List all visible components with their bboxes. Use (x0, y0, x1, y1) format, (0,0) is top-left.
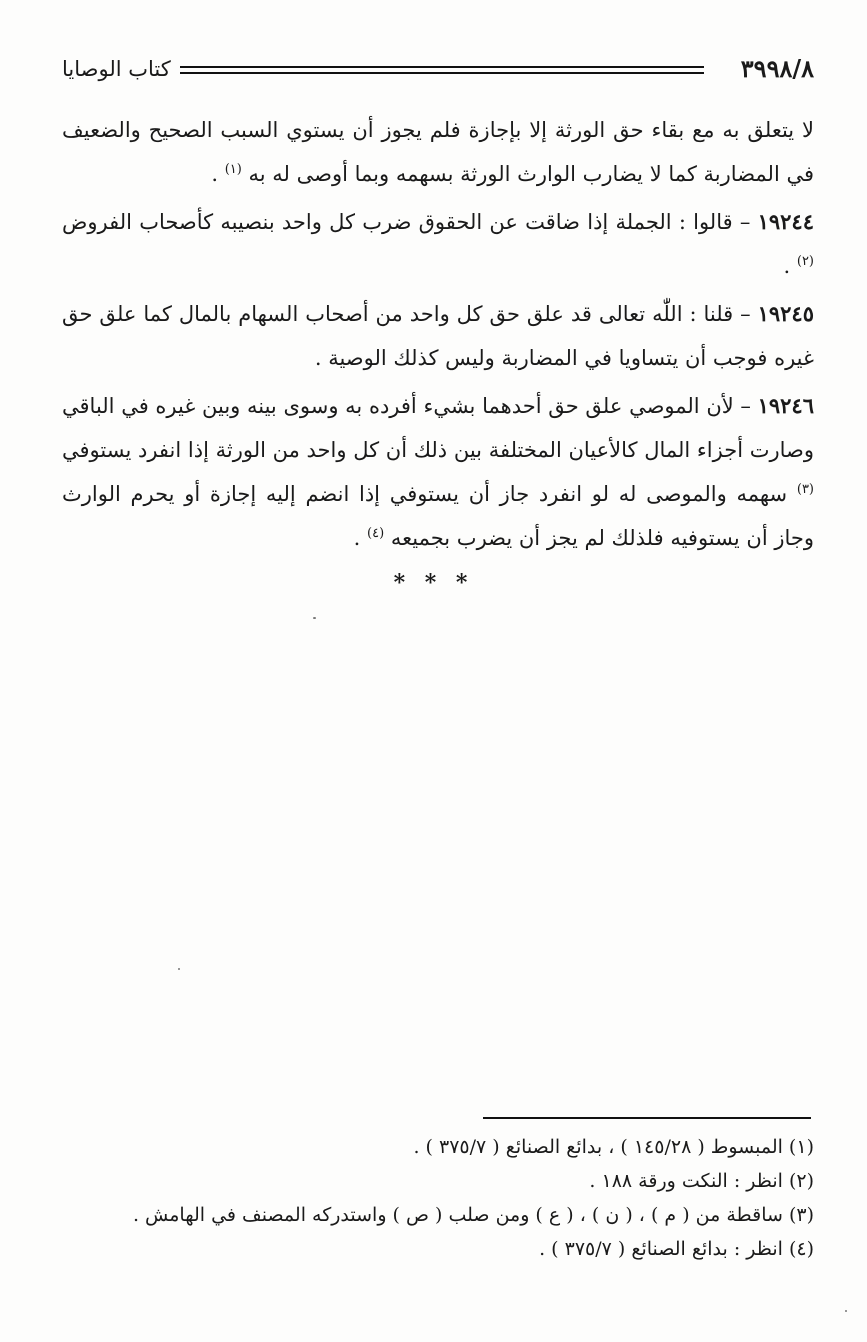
paragraph-19246 (62, 384, 814, 560)
footnote-4: (٤) انظر : بدائع الصنائع ( ٣٧٥/٧ ) . (539, 1238, 814, 1260)
section-divider: * * * (393, 570, 474, 596)
footnotes (62, 1130, 814, 1266)
paragraph-end: . (353, 526, 368, 550)
paragraph-number: ١٩٢٤٥ (757, 301, 814, 326)
paragraph-end: . (211, 162, 225, 186)
footnote-marker: (٤) (367, 526, 385, 541)
paragraph-number: ١٩٢٤٦ (757, 393, 814, 418)
scan-speck (313, 617, 316, 619)
paragraph-text: – لأن الموصي علق حق أحدهما بشيء أفرده به وسوى بينه وبين غيره في الباقي وصارت أجزاء المال كالأعيان المختلفة بين ذلك أن كل واحد من الورثة إذا انفرد يستوفي (62, 394, 814, 462)
header-rule (180, 66, 704, 74)
paragraph-end: . (783, 254, 797, 278)
footnote-marker: (١) (224, 162, 242, 177)
footnote-marker: (٢) (796, 254, 814, 269)
footnote-3: (٣) ساقطة من ( م ) ، ( ن ) ، ( ع ) ومن صلب ( ص ) واستدركه المصنف في الهامش . (132, 1204, 814, 1226)
footnote-2: (٢) انظر : النكت ورقة ١٨٨ . (589, 1170, 814, 1192)
paragraph-text: لا يتعلق به مع بقاء حق الورثة إلا بإجازة فلم يجوز أن يستوي السبب الصحيح والضعيف في المضاربة كما لا يضارب الوارث الورثة بسهمه وبما أوصى له به (62, 118, 814, 186)
page-header (62, 52, 814, 86)
paragraph-number: ١٩٢٤٤ (757, 209, 814, 234)
page-number: ٣٩٩٨/٨ (740, 54, 814, 83)
paragraph-text: – قلنا : اللّٰه تعالى قد علق حق كل واحد من أصحاب السهام بالمال كما علق حق غيره فوجب أن يتساويا في المضاربة وليس كذلك الوصية . (62, 302, 814, 370)
paragraph-19244 (62, 200, 814, 288)
scan-speck (845, 1310, 847, 1312)
footnote-separator (483, 1117, 811, 1119)
footnote-1: (١) المبسوط ( ١٤٥/٢٨ ) ، بدائع الصنائع ( ٣٧٥/٧ ) . (413, 1136, 814, 1158)
footnote-marker: (٣) (796, 482, 814, 497)
paragraph-19245 (62, 292, 814, 380)
scan-speck (178, 968, 180, 970)
paragraph-text: – قالوا : الجملة إذا ضاقت عن الحقوق ضرب كل واحد بنصيبه كأصحاب الفروض (62, 210, 758, 234)
main-text (62, 108, 814, 560)
book-title: كتاب الوصايا (62, 57, 171, 81)
paragraph-continuation (62, 108, 814, 196)
paragraph-text: سهمه والموصى له لو انفرد جاز أن يستوفي إذا انضم إليه إجازة أو يحرم الوارث وجاز أن يستوفيه فلذلك لم يجز أن يضرب بجميعه (62, 482, 814, 550)
